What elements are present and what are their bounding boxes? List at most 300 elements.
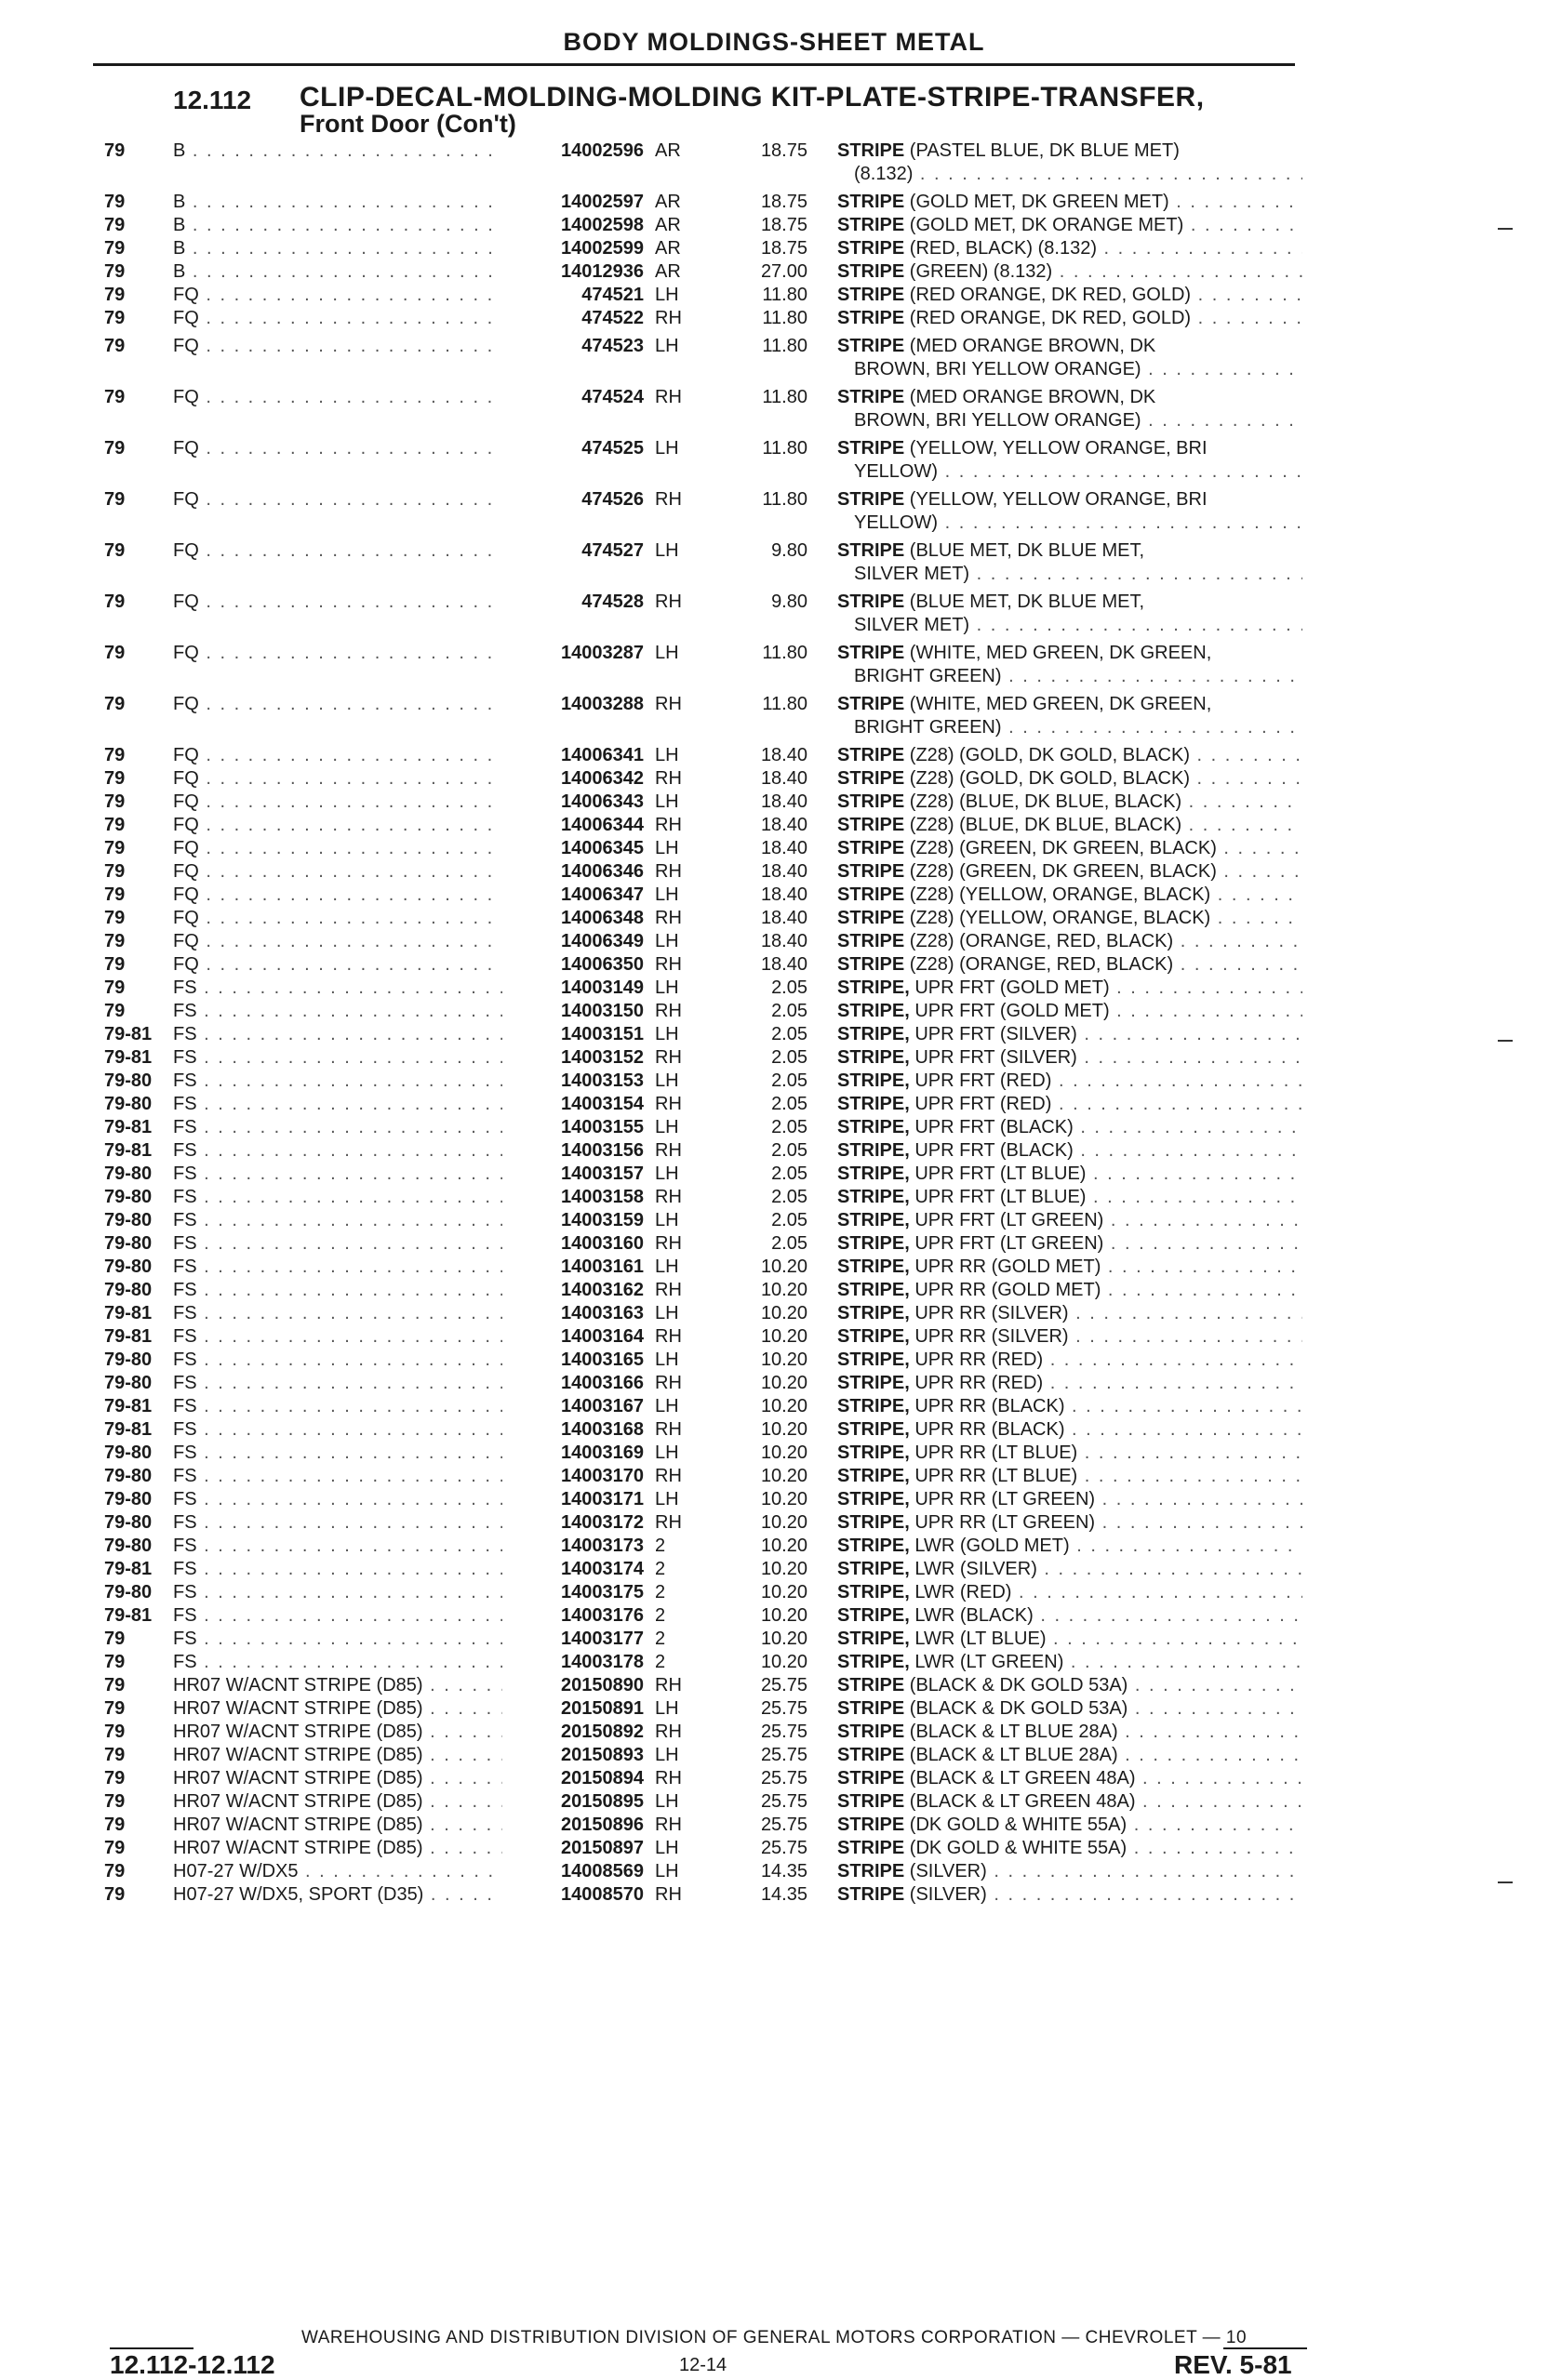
description [837, 1651, 1302, 1674]
model-code: FQ . . . [173, 791, 515, 814]
side-code: RH [655, 1187, 682, 1207]
part-number: 14003154 [502, 1093, 644, 1116]
model-code: FS . . . [173, 1349, 515, 1372]
model-code: FQ . . . [173, 953, 515, 977]
model-year: 79-80 [104, 1512, 153, 1533]
stripe-keyword: STRIPE [837, 791, 905, 812]
description-line: STRIPE, UPR FRT (RED) . . . [837, 1093, 1302, 1116]
model-code: FS . . . [173, 1372, 515, 1395]
model-year: 79 [104, 215, 126, 235]
part-number: 14006347 [502, 884, 644, 907]
stripe-keyword: STRIPE, [837, 1443, 910, 1463]
model-year: 79-80 [104, 1443, 153, 1463]
model-year: 79-80 [104, 1233, 153, 1254]
model-year: 79-81 [104, 1326, 153, 1347]
part-row [0, 1814, 1548, 1837]
side-code: 2 [655, 1629, 666, 1649]
side-code: AR [655, 261, 681, 282]
description [837, 1883, 1302, 1907]
part-row [0, 1093, 1548, 1116]
side-code: LH [655, 1838, 679, 1858]
model-code: FS . . . [173, 1535, 515, 1558]
side-code: LH [655, 791, 679, 812]
description [837, 767, 1302, 791]
side-code: RH [655, 1140, 682, 1161]
part-number: 14003158 [502, 1186, 644, 1209]
description-line: STRIPE (Z28) (GOLD, DK GOLD, BLACK) . . . [837, 767, 1302, 791]
part-row [0, 539, 1548, 586]
part-number: 14003169 [502, 1442, 644, 1465]
description [837, 930, 1302, 953]
part-number: 20150893 [502, 1744, 644, 1767]
model-code: FS . . . [173, 1302, 515, 1325]
description-line: STRIPE (Z28) (BLUE, DK BLUE, BLACK) . . . [837, 791, 1302, 814]
stripe-keyword: STRIPE [837, 1675, 905, 1695]
description-line: STRIPE (BLACK & DK GOLD 53A) . . . [837, 1674, 1302, 1697]
description [837, 744, 1302, 767]
price: 18.40 [760, 908, 807, 928]
model-year: 79-81 [104, 1047, 153, 1068]
description-line: STRIPE (RED ORANGE, DK RED, GOLD) . . . [837, 284, 1302, 307]
part-number: 14006341 [502, 744, 644, 767]
description [837, 1511, 1302, 1535]
description-line: STRIPE (WHITE, MED GREEN, DK GREEN, [837, 643, 1212, 663]
price: 10.20 [760, 1419, 807, 1440]
stripe-keyword: STRIPE, [837, 1210, 910, 1230]
part-row [0, 1488, 1548, 1511]
description [837, 1837, 1302, 1860]
description-line: STRIPE (SILVER) . . . [837, 1883, 1302, 1907]
part-number: 474522 [502, 307, 644, 330]
stripe-keyword: STRIPE [837, 908, 905, 928]
side-code: RH [655, 1280, 682, 1300]
side-code: LH [655, 838, 679, 858]
side-code: RH [655, 1419, 682, 1440]
model-code: FQ . . . [173, 335, 515, 358]
model-year: 79-80 [104, 1210, 153, 1230]
stripe-keyword: STRIPE, [837, 1024, 910, 1044]
description-line: STRIPE (RED, BLACK) (8.132) . . . [837, 237, 1302, 260]
model-code: FS . . . [173, 1256, 515, 1279]
stripe-keyword: STRIPE [837, 336, 905, 356]
part-row [0, 260, 1548, 284]
stripe-keyword: STRIPE, [837, 1140, 910, 1161]
model-code: FS . . . [173, 1163, 515, 1186]
stripe-keyword: STRIPE [837, 1698, 905, 1719]
description [837, 837, 1302, 860]
description [837, 1232, 1302, 1256]
stripe-keyword: STRIPE [837, 1791, 905, 1812]
price: 10.20 [760, 1373, 807, 1393]
description [837, 977, 1302, 1000]
side-code: LH [655, 1210, 679, 1230]
part-row [0, 791, 1548, 814]
side-code: RH [655, 908, 682, 928]
part-number: 14003159 [502, 1209, 644, 1232]
part-row [0, 1628, 1548, 1651]
side-code: LH [655, 540, 679, 561]
model-year: 79-81 [104, 1140, 153, 1161]
price: 25.75 [760, 1838, 807, 1858]
price: 18.40 [760, 745, 807, 765]
part-row [0, 1116, 1548, 1139]
description [837, 1581, 1302, 1604]
price: 10.20 [760, 1350, 807, 1370]
section-number: 12.112 [173, 86, 252, 114]
side-code: LH [655, 1256, 679, 1277]
model-year: 79-80 [104, 1536, 153, 1556]
part-number: 14002598 [502, 214, 644, 237]
model-year: 79 [104, 908, 126, 928]
description-line: STRIPE (WHITE, MED GREEN, DK GREEN, [837, 694, 1212, 714]
model-year: 79 [104, 838, 126, 858]
part-number: 474524 [502, 386, 644, 409]
description [837, 791, 1302, 814]
price: 2.05 [771, 1140, 807, 1161]
side-code: RH [655, 1815, 682, 1835]
side-code: LH [655, 745, 679, 765]
side-code: RH [655, 1884, 682, 1905]
part-row [0, 1163, 1548, 1186]
header-rule [93, 63, 1295, 66]
part-number: 14006350 [502, 953, 644, 977]
price: 10.20 [760, 1326, 807, 1347]
part-row [0, 1395, 1548, 1418]
part-number: 14003156 [502, 1139, 644, 1163]
price: 10.20 [760, 1582, 807, 1602]
part-number: 14006349 [502, 930, 644, 953]
stripe-keyword: STRIPE [837, 1838, 905, 1858]
stripe-keyword: STRIPE, [837, 1163, 910, 1184]
price: 10.20 [760, 1652, 807, 1672]
part-row [0, 1465, 1548, 1488]
model-year: 79 [104, 489, 126, 510]
description [837, 1186, 1302, 1209]
stripe-keyword: STRIPE, [837, 1350, 910, 1370]
stripe-keyword: STRIPE [837, 438, 905, 459]
model-year: 79-81 [104, 1396, 153, 1416]
price: 10.20 [760, 1536, 807, 1556]
model-year: 79 [104, 1815, 126, 1835]
side-code: RH [655, 815, 682, 835]
price: 2.05 [771, 1187, 807, 1207]
description [837, 214, 1302, 237]
stripe-keyword: STRIPE [837, 1884, 905, 1905]
part-row [0, 977, 1548, 1000]
stripe-keyword: STRIPE, [837, 1187, 910, 1207]
description [837, 591, 1302, 637]
price: 10.20 [760, 1559, 807, 1579]
description [837, 1209, 1302, 1232]
price: 2.05 [771, 1001, 807, 1021]
part-number: 14003151 [502, 1023, 644, 1046]
model-code: FQ . . . [173, 642, 515, 665]
description [837, 539, 1302, 586]
part-number: 14006346 [502, 860, 644, 884]
part-row [0, 214, 1548, 237]
part-number: 14002599 [502, 237, 644, 260]
side-code: AR [655, 238, 681, 259]
part-number: 14002596 [502, 140, 644, 163]
part-number: 474528 [502, 591, 644, 614]
model-code: HR07 W/ACNT STRIPE (D85) . . . [173, 1814, 515, 1837]
description-line: STRIPE, LWR (RED) . . . [837, 1581, 1302, 1604]
model-year: 79 [104, 285, 126, 305]
description [837, 1349, 1302, 1372]
stripe-keyword: STRIPE [837, 861, 905, 882]
stripe-keyword: STRIPE [837, 387, 905, 407]
description-line: BROWN, BRI YELLOW ORANGE) . . . [837, 409, 1302, 432]
model-code: HR07 W/ACNT STRIPE (D85) . . . [173, 1837, 515, 1860]
price: 10.20 [760, 1629, 807, 1649]
description-line: STRIPE (BLACK & LT BLUE 28A) . . . [837, 1744, 1302, 1767]
part-row [0, 767, 1548, 791]
model-code: FQ . . . [173, 488, 515, 512]
side-code: RH [655, 861, 682, 882]
side-code: RH [655, 694, 682, 714]
stripe-keyword: STRIPE [837, 540, 905, 561]
model-code: FS . . . [173, 1558, 515, 1581]
model-year: 79 [104, 884, 126, 905]
description-line: STRIPE, UPR FRT (LT GREEN) . . . [837, 1232, 1302, 1256]
model-year: 79 [104, 261, 126, 282]
model-year: 79 [104, 238, 126, 259]
description-line: STRIPE (Z28) (GOLD, DK GOLD, BLACK) . . . [837, 744, 1302, 767]
stripe-keyword: STRIPE [837, 838, 905, 858]
side-code: RH [655, 387, 682, 407]
part-row [0, 1232, 1548, 1256]
description-line: STRIPE, UPR RR (RED) . . . [837, 1349, 1302, 1372]
stripe-keyword: STRIPE [837, 285, 905, 305]
model-code: FQ . . . [173, 837, 515, 860]
side-code: LH [655, 1350, 679, 1370]
model-year: 79 [104, 438, 126, 459]
description-line: STRIPE, LWR (GOLD MET) . . . [837, 1535, 1302, 1558]
side-code: LH [655, 1024, 679, 1044]
part-number: 14003161 [502, 1256, 644, 1279]
model-year: 79 [104, 977, 126, 998]
stripe-keyword: STRIPE, [837, 1280, 910, 1300]
part-row [0, 307, 1548, 330]
part-row [0, 1302, 1548, 1325]
description [837, 814, 1302, 837]
side-code: 2 [655, 1605, 666, 1626]
side-code: RH [655, 954, 682, 975]
description-line: STRIPE, LWR (BLACK) . . . [837, 1604, 1302, 1628]
model-year: 79-81 [104, 1303, 153, 1323]
model-year: 79-81 [104, 1117, 153, 1137]
model-code: FQ . . . [173, 307, 515, 330]
model-year: 79-80 [104, 1187, 153, 1207]
side-code: LH [655, 336, 679, 356]
part-number: 20150897 [502, 1837, 644, 1860]
description-line: STRIPE (Z28) (GREEN, DK GREEN, BLACK) . . . [837, 837, 1302, 860]
description-line: STRIPE (YELLOW, YELLOW ORANGE, BRI [837, 438, 1208, 459]
price: 10.20 [760, 1280, 807, 1300]
part-row [0, 1256, 1548, 1279]
description-line: STRIPE (Z28) (BLUE, DK BLUE, BLACK) . . . [837, 814, 1302, 837]
model-code: FQ . . . [173, 693, 515, 716]
part-row [0, 1139, 1548, 1163]
model-code: FQ . . . [173, 767, 515, 791]
model-year: 79 [104, 308, 126, 328]
part-number: 14003176 [502, 1604, 644, 1628]
stripe-keyword: STRIPE [837, 768, 905, 789]
price: 10.20 [760, 1256, 807, 1277]
side-code: LH [655, 1396, 679, 1416]
part-number: 14003155 [502, 1116, 644, 1139]
model-year: 79 [104, 1722, 126, 1742]
model-year: 79-80 [104, 1373, 153, 1393]
part-number: 14003160 [502, 1232, 644, 1256]
price: 18.75 [760, 192, 807, 212]
stripe-keyword: STRIPE, [837, 1489, 910, 1509]
part-number: 14006342 [502, 767, 644, 791]
description [837, 1697, 1302, 1721]
part-row [0, 284, 1548, 307]
side-code: LH [655, 1745, 679, 1765]
description-line: STRIPE, LWR (LT BLUE) . . . [837, 1628, 1302, 1651]
part-number: 20150896 [502, 1814, 644, 1837]
model-code: FQ . . . [173, 744, 515, 767]
part-row [0, 1372, 1548, 1395]
model-year: 79 [104, 1698, 126, 1719]
description-line: STRIPE (Z28) (YELLOW, ORANGE, BLACK) . . . [837, 884, 1302, 907]
part-number: 14003152 [502, 1046, 644, 1070]
part-number: 14003149 [502, 977, 644, 1000]
description-line: STRIPE, UPR RR (BLACK) . . . [837, 1418, 1302, 1442]
description [837, 1070, 1302, 1093]
description [837, 1279, 1302, 1302]
description [837, 1860, 1302, 1883]
model-code: FQ . . . [173, 860, 515, 884]
description [837, 1721, 1302, 1744]
model-year: 79-80 [104, 1256, 153, 1277]
stripe-keyword: STRIPE [837, 931, 905, 951]
price: 2.05 [771, 1070, 807, 1091]
description [837, 1558, 1302, 1581]
stripe-keyword: STRIPE [837, 192, 905, 212]
part-number: 14003165 [502, 1349, 644, 1372]
footer-section-range: 12.112-12.112 [110, 2350, 275, 2379]
part-number: 14003287 [502, 642, 644, 665]
model-year: 79 [104, 592, 126, 612]
model-code: FS . . . [173, 1070, 515, 1093]
stripe-keyword: STRIPE, [837, 1070, 910, 1091]
price: 11.80 [762, 643, 807, 663]
stripe-keyword: STRIPE [837, 1768, 905, 1788]
model-code: FQ . . . [173, 814, 515, 837]
model-code: FQ . . . [173, 907, 515, 930]
description [837, 437, 1302, 484]
model-year: 79-81 [104, 1419, 153, 1440]
price: 11.80 [762, 308, 807, 328]
part-row [0, 1209, 1548, 1232]
side-code: LH [655, 1861, 679, 1881]
model-code: FS . . . [173, 1279, 515, 1302]
description [837, 1744, 1302, 1767]
model-code: FS . . . [173, 1604, 515, 1628]
model-year: 79-80 [104, 1466, 153, 1486]
description [837, 1116, 1302, 1139]
description-line: STRIPE (BLACK & LT GREEN 48A) . . . [837, 1767, 1302, 1790]
model-year: 79 [104, 1745, 126, 1765]
side-code: 2 [655, 1582, 666, 1602]
side-code: LH [655, 1163, 679, 1184]
part-number: 20150891 [502, 1697, 644, 1721]
part-row [0, 1744, 1548, 1767]
stripe-keyword: STRIPE [837, 694, 905, 714]
model-year: 79 [104, 387, 126, 407]
part-row [0, 1279, 1548, 1302]
part-row [0, 693, 1548, 739]
side-code: RH [655, 1466, 682, 1486]
side-code: LH [655, 1303, 679, 1323]
model-year: 79 [104, 1838, 126, 1858]
part-number: 474523 [502, 335, 644, 358]
price: 18.40 [760, 954, 807, 975]
model-year: 79-81 [104, 1024, 153, 1044]
part-number: 20150890 [502, 1674, 644, 1697]
part-row [0, 1186, 1548, 1209]
model-year: 79 [104, 1675, 126, 1695]
description-line: STRIPE (BLUE MET, DK BLUE MET, [837, 592, 1145, 612]
model-year: 79 [104, 192, 126, 212]
model-code: FQ . . . [173, 284, 515, 307]
stripe-keyword: STRIPE, [837, 1605, 910, 1626]
description [837, 1325, 1302, 1349]
model-year: 79 [104, 1861, 126, 1881]
part-row [0, 1535, 1548, 1558]
part-number: 20150892 [502, 1721, 644, 1744]
part-row [0, 1581, 1548, 1604]
side-code: LH [655, 1443, 679, 1463]
stripe-keyword: STRIPE, [837, 1373, 910, 1393]
part-number: 474525 [502, 437, 644, 460]
stripe-keyword: STRIPE, [837, 1559, 910, 1579]
part-row [0, 1883, 1548, 1907]
description-line: STRIPE (GOLD MET, DK GREEN MET) . . . [837, 191, 1302, 214]
description [837, 1256, 1302, 1279]
part-row [0, 1767, 1548, 1790]
price: 27.00 [760, 261, 807, 282]
model-year: 79 [104, 1652, 126, 1672]
side-code: RH [655, 1675, 682, 1695]
part-row [0, 1325, 1548, 1349]
price: 18.75 [760, 140, 807, 161]
stripe-keyword: STRIPE [837, 215, 905, 235]
model-code: FQ . . . [173, 884, 515, 907]
description [837, 140, 1302, 186]
description [837, 1395, 1302, 1418]
part-number: 474521 [502, 284, 644, 307]
part-row [0, 814, 1548, 837]
model-code: FS . . . [173, 1651, 515, 1674]
description [837, 1000, 1302, 1023]
model-code: FS . . . [173, 1395, 515, 1418]
description-line: YELLOW) . . . [837, 512, 1302, 535]
description-line: STRIPE, UPR RR (LT GREEN) . . . [837, 1511, 1302, 1535]
part-number: 14006345 [502, 837, 644, 860]
description [837, 1093, 1302, 1116]
part-number: 14003174 [502, 1558, 644, 1581]
price: 25.75 [760, 1698, 807, 1719]
price: 2.05 [771, 1024, 807, 1044]
description-line: STRIPE (GREEN) (8.132) . . . [837, 260, 1302, 284]
price: 18.40 [760, 791, 807, 812]
description [837, 1372, 1302, 1395]
model-code: FS . . . [173, 1093, 515, 1116]
